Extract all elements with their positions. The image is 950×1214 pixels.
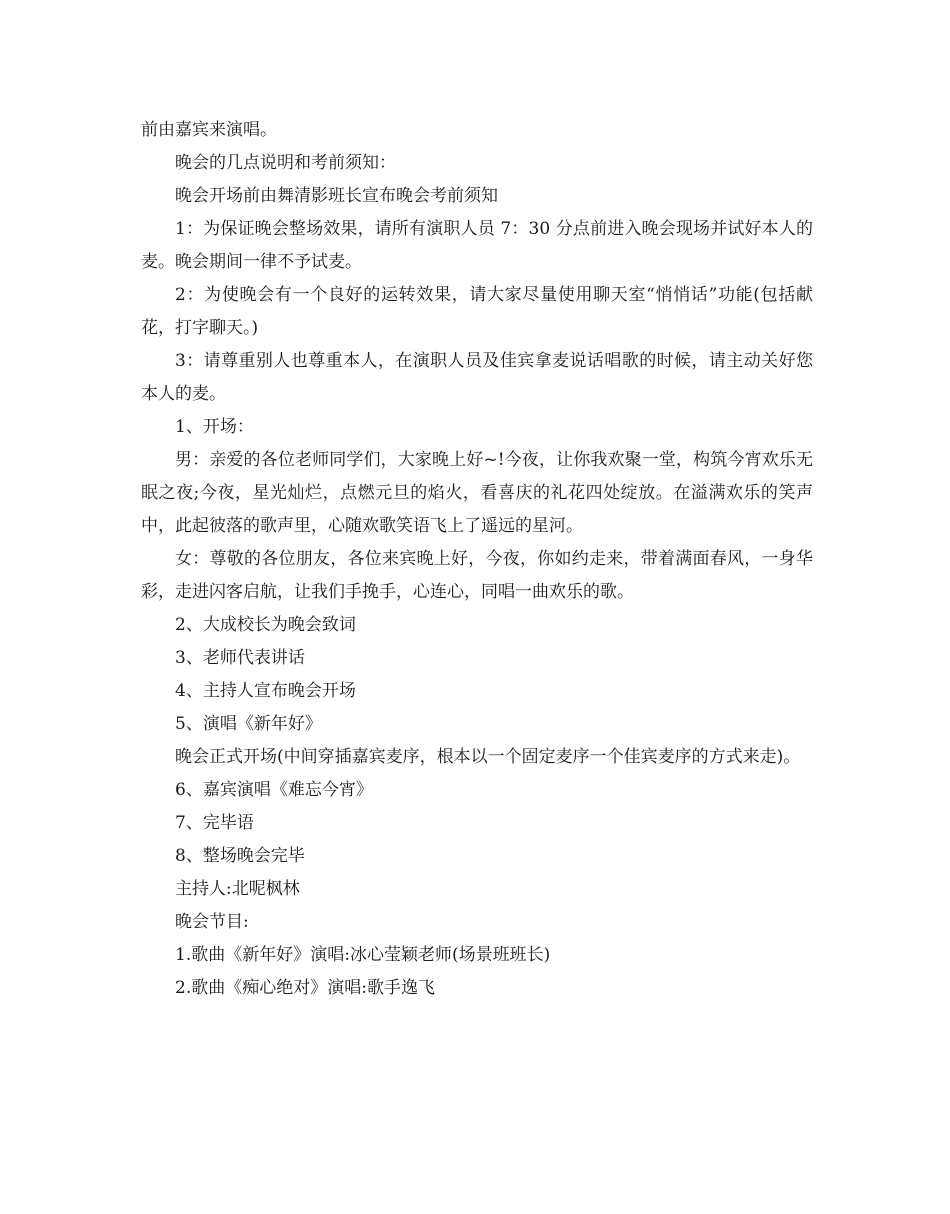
program-item: 8、整场晚会完毕	[175, 846, 305, 866]
program-item: 7、完毕语	[175, 813, 254, 833]
numbered-note: 1：为保证晚会整场效果，请所有演职人员 7：30 分点前进入晚会现场并试好本人的麦。晚会期间一律不予试麦。	[141, 219, 813, 272]
section-heading: 晚会的几点说明和考前须知：	[175, 153, 396, 173]
program-item: 6、嘉宾演唱《难忘今宵》	[175, 780, 373, 800]
performance-item: 1.歌曲《新年好》演唱:冰心莹颖老师(场景班班长)	[175, 945, 551, 965]
host-speech-female: 女：尊敬的各位朋友，各位来宾晚上好，今夜，你如约走来，带着满面春风，一身华彩，走进闪客启航，让我们手挽手，心连心，同唱一曲欢乐的歌。	[141, 549, 813, 602]
host-speech-male: 男：亲爱的各位老师同学们，大家晚上好~!今夜，让你我欢聚一堂，构筑今宵欢乐无眠之夜;今夜，星光灿烂，点燃元旦的焰火，看喜庆的礼花四处绽放。在溢满欢乐的笑声中，此起彼落的歌声里，心随欢歌笑语飞上了遥远的星河。	[141, 450, 813, 536]
program-item: 1、开场：	[175, 417, 254, 437]
paragraph: 前由嘉宾来演唱。	[141, 120, 277, 140]
performance-item: 2.歌曲《痴心绝对》演唱:歌手逸飞	[175, 978, 435, 998]
paragraph: 晚会正式开场(中间穿插嘉宾麦序，根本以一个固定麦序一个佳宾麦序的方式来走)。	[175, 747, 801, 767]
section-heading: 晚会节目:	[175, 912, 249, 932]
numbered-note: 2：为使晚会有一个良好的运转效果，请大家尽量使用聊天室“悄悄话”功能(包括献花，打字聊天。)	[141, 285, 813, 338]
program-item: 3、老师代表讲话	[175, 648, 305, 668]
numbered-note: 3：请尊重别人也尊重本人，在演职人员及佳宾拿麦说话唱歌的时候，请主动关好您本人的麦。	[141, 351, 813, 404]
host-name: 主持人:北呢枫林	[175, 879, 300, 899]
program-item: 5、演唱《新年好》	[175, 714, 322, 734]
paragraph: 晚会开场前由舞清影班长宣布晚会考前须知	[175, 186, 498, 206]
program-item: 4、主持人宣布晚会开场	[175, 681, 356, 701]
program-item: 2、大成校长为晚会致词	[175, 615, 356, 635]
document-body	[141, 114, 813, 1005]
